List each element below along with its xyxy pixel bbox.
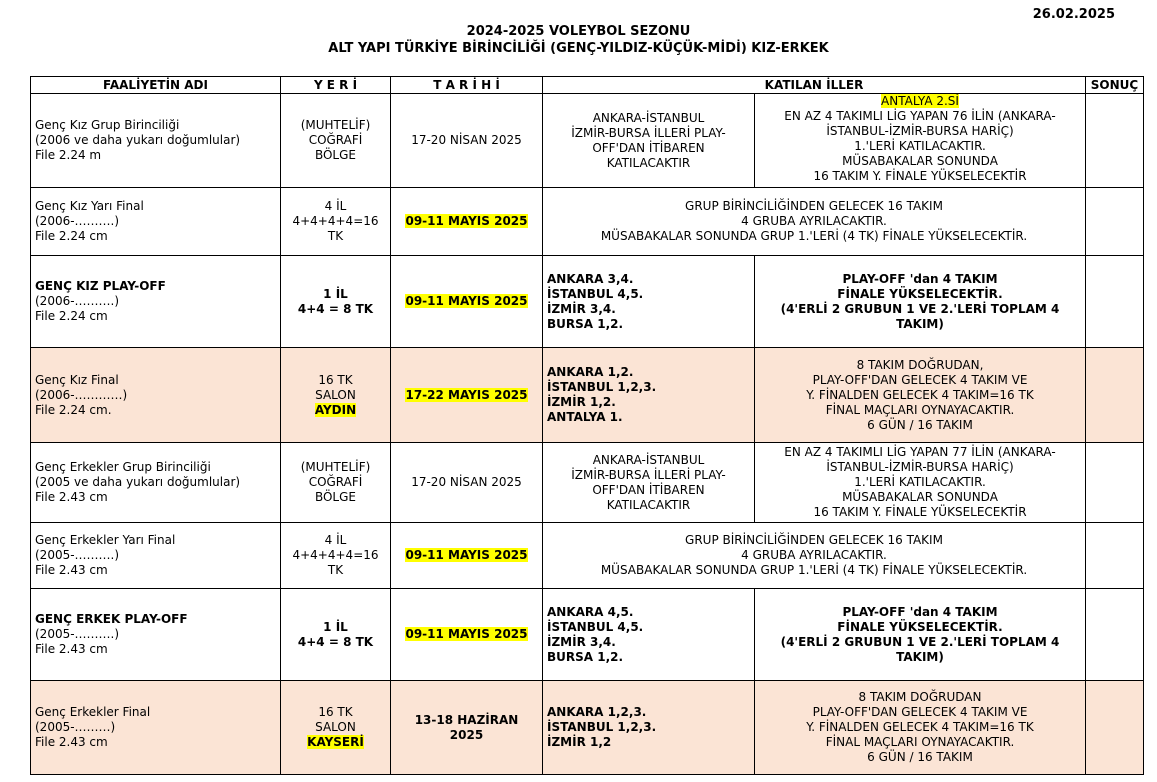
place-cell — [281, 188, 391, 256]
activity-line: Genç Kız Grup Birinciliği — [35, 118, 180, 132]
activity-line: Genç Erkekler Grup Birinciliği — [35, 460, 211, 474]
province-line: MÜSABAKALAR SONUNDA — [842, 154, 998, 168]
result-cell — [1086, 523, 1144, 589]
activity-cell — [31, 523, 281, 589]
provinces-right-cell — [755, 348, 1086, 443]
province-line: İSTANBUL 4,5. — [547, 619, 644, 634]
provinces-left-cell — [543, 348, 755, 443]
result-cell — [1086, 348, 1144, 443]
activity-line: File 2.24 cm — [35, 229, 108, 243]
province-line: İZMİR-BURSA İLLERİ PLAY- — [571, 125, 726, 140]
provinces-left-cell — [543, 681, 755, 775]
province-line: BURSA 1,2. — [547, 649, 624, 664]
province-line: FİNALE YÜKSELECEKTİR. — [837, 619, 1003, 634]
result-cell — [1086, 443, 1144, 523]
provinces-left-cell — [543, 94, 755, 188]
date-highlight: 09-11 MAYIS 2025 — [405, 294, 528, 308]
place-line: 4 İL — [324, 533, 347, 547]
table-row — [31, 589, 1144, 681]
activity-line: GENÇ ERKEK PLAY-OFF — [35, 612, 188, 626]
activity-line: File 2.43 cm — [35, 642, 108, 656]
activity-line: (2006-……….) — [35, 214, 120, 228]
place-line: 4+4+4+4=16 — [292, 214, 379, 228]
province-line: EN AZ 4 TAKIMLI LİG YAPAN 77 İLİN (ANKARA- — [784, 445, 1056, 459]
place-line: (MUHTELİF) — [300, 118, 371, 132]
activity-line: (2006-……….) — [35, 294, 120, 308]
activity-cell — [31, 589, 281, 681]
province-line: TAKIM) — [896, 649, 944, 664]
province-line: KATILACAKTIR — [606, 497, 691, 512]
activity-line: (2005-……….) — [35, 548, 120, 562]
date-highlight: 09-11 MAYIS 2025 — [405, 627, 528, 641]
result-cell — [1086, 256, 1144, 348]
table-row — [31, 94, 1144, 188]
provinces-right-cell — [755, 589, 1086, 681]
date-cell — [391, 589, 543, 681]
activity-cell — [31, 348, 281, 443]
activity-cell — [31, 188, 281, 256]
province-line: İZMİR-BURSA İLLERİ PLAY- — [571, 467, 726, 482]
province-line: PLAY-OFF'DAN GELECEK 4 TAKIM VE — [812, 372, 1028, 387]
province-line: İZMİR 1,2 — [547, 735, 612, 749]
province-line: OFF'DAN İTİBAREN — [592, 140, 705, 155]
province-line: Y. FİNALDEN GELECEK 4 TAKIM=16 TK — [806, 720, 1034, 734]
activity-cell — [31, 94, 281, 188]
province-line: 16 TAKIM Y. FİNALE YÜKSELECEKTİR — [813, 169, 1027, 183]
col-date: T A R İ H İ — [391, 77, 543, 94]
activity-line: (2005-……….) — [35, 627, 120, 641]
province-line: MÜSABAKALAR SONUNDA GRUP 1.'LERİ (4 TK) FİNALE YÜKSELECEKTİR. — [600, 229, 1028, 243]
province-line: 6 GÜN / 16 TAKIM — [867, 417, 973, 432]
date-cell: 17-20 NİSAN 2025 — [391, 443, 543, 523]
result-cell — [1086, 188, 1144, 256]
date-cell — [391, 523, 543, 589]
date-highlight: 09-11 MAYIS 2025 — [405, 214, 528, 228]
province-line: GRUP BİRİNCİLİĞİNDEN GELECEK 16 TAKIM — [685, 533, 943, 547]
place-city: KAYSERİ — [307, 735, 364, 749]
place-line: TK — [327, 563, 344, 577]
province-line: İSTANBUL-İZMİR-BURSA HARİÇ) — [826, 460, 1014, 474]
schedule-table — [30, 76, 1144, 775]
provinces-right-cell — [755, 681, 1086, 775]
province-line: İZMİR 3,4. — [547, 634, 616, 649]
province-line: OFF'DAN İTİBAREN — [592, 482, 705, 497]
province-line: EN AZ 4 TAKIMLI LİG YAPAN 76 İLİN (ANKARA- — [784, 109, 1056, 123]
province-line: İSTANBUL-İZMİR-BURSA HARİÇ) — [826, 124, 1014, 138]
place-line: 1 İL — [323, 286, 348, 301]
place-line: (MUHTELİF) — [300, 460, 371, 474]
province-line: 8 TAKIM DOĞRUDAN — [858, 690, 982, 704]
activity-cell — [31, 256, 281, 348]
activity-cell — [31, 681, 281, 775]
provinces-left-cell — [543, 589, 755, 681]
place-line: 4 İL — [324, 199, 347, 213]
province-line: 6 GÜN / 16 TAKIM — [867, 750, 973, 764]
place-line: SALON — [315, 720, 356, 734]
province-line: ANTALYA 1. — [547, 410, 623, 424]
province-line: ANKARA 1,2. — [547, 365, 634, 379]
date-cell — [391, 348, 543, 443]
province-line: 16 TAKIM Y. FİNALE YÜKSELECEKTİR — [813, 505, 1027, 519]
province-line: 8 TAKIM DOĞRUDAN, — [856, 357, 984, 372]
provinces-merged-cell — [543, 523, 1086, 589]
table-row — [31, 681, 1144, 775]
place-city: AYDIN — [314, 402, 357, 417]
activity-line: File 2.24 cm. — [35, 402, 112, 417]
place-line: 16 TK — [318, 705, 353, 719]
province-line: İZMİR 3,4. — [547, 301, 616, 316]
province-line: (4'ERLİ 2 GRUBUN 1 VE 2.'LERİ TOPLAM 4 — [780, 301, 1060, 316]
place-line: SALON — [315, 387, 356, 402]
activity-line: Genç Kız Yarı Final — [35, 199, 144, 213]
date-cell — [391, 188, 543, 256]
place-line: 4+4 = 8 TK — [297, 301, 374, 316]
province-line: FİNAL MAÇLARI OYNAYACAKTIR. — [825, 402, 1015, 417]
province-line: PLAY-OFF 'dan 4 TAKIM — [842, 604, 998, 619]
activity-line: GENÇ KIZ PLAY-OFF — [35, 279, 166, 293]
place-line: 4+4+4+4=16 — [292, 548, 379, 562]
provinces-left-cell — [543, 443, 755, 523]
activity-line: (2005 ve daha yukarı doğumlular) — [35, 475, 241, 489]
title-line-1: 2024-2025 VOLEYBOL SEZONU — [466, 24, 691, 39]
document-date: 26.02.2025 — [1032, 7, 1115, 22]
province-line: Y. FİNALDEN GELECEK 4 TAKIM=16 TK — [806, 387, 1034, 402]
place-cell — [281, 256, 391, 348]
place-cell — [281, 589, 391, 681]
place-cell — [281, 348, 391, 443]
place-line: BÖLGE — [314, 148, 357, 162]
table-row — [31, 443, 1144, 523]
date-cell — [391, 256, 543, 348]
province-line: İZMİR 1,2. — [547, 395, 616, 409]
table-row — [31, 348, 1144, 443]
activity-line: Genç Kız Final — [35, 372, 119, 387]
activity-line: File 2.24 m — [35, 148, 102, 162]
province-line: İSTANBUL 1,2,3. — [547, 380, 657, 394]
activity-line: Genç Erkekler Final — [35, 705, 151, 719]
provinces-right-cell — [755, 94, 1086, 188]
province-line: 1.'LERİ KATILACAKTIR. — [854, 475, 986, 489]
table-row — [31, 256, 1144, 348]
province-line: İSTANBUL 4,5. — [547, 286, 644, 301]
place-line: COĞRAFİ — [308, 475, 363, 489]
place-line: 1 İL — [323, 619, 348, 634]
activity-line: (2005-………) — [35, 720, 116, 734]
date-cell — [391, 681, 543, 775]
activity-line: File 2.43 cm — [35, 563, 108, 577]
place-line: 4+4 = 8 TK — [297, 634, 374, 649]
activity-line: (2006-…………) — [35, 387, 128, 402]
province-line: FİNAL MAÇLARI OYNAYACAKTIR. — [825, 735, 1015, 749]
table-row — [31, 523, 1144, 589]
provinces-right-cell — [755, 256, 1086, 348]
activity-line: File 2.43 cm — [35, 490, 108, 504]
activity-line: File 2.43 cm — [35, 735, 108, 749]
document-title — [0, 23, 1157, 57]
place-line: 16 TK — [318, 372, 353, 387]
col-result: SONUÇ — [1086, 77, 1144, 94]
province-line: ANKARA 4,5. — [547, 604, 634, 619]
col-place: Y E R İ — [281, 77, 391, 94]
province-line: 1.'LERİ KATILACAKTIR. — [854, 139, 986, 153]
highlight-antalya: ANTALYA 2.Sİ — [881, 94, 959, 108]
table-row — [31, 188, 1144, 256]
col-provinces: KATILAN İLLER — [543, 77, 1086, 94]
date-line: 13-18 HAZİRAN — [414, 712, 519, 727]
place-line: COĞRAFİ — [308, 133, 363, 147]
provinces-right-cell — [755, 443, 1086, 523]
province-line: PLAY-OFF'DAN GELECEK 4 TAKIM VE — [812, 705, 1028, 719]
province-line: ANKARA-İSTANBUL — [592, 452, 705, 467]
header-row — [31, 77, 1144, 94]
title-line-2: ALT YAPI TÜRKİYE BİRİNCİLİĞİ (GENÇ-YILDIZ-KÜÇÜK-MİDİ) KIZ-ERKEK — [328, 41, 829, 56]
place-line: TK — [327, 229, 344, 243]
provinces-merged-cell — [543, 188, 1086, 256]
activity-line: File 2.24 cm — [35, 309, 108, 323]
province-line: ANKARA 1,2,3. — [547, 705, 647, 719]
date-line: 2025 — [449, 727, 484, 742]
province-line: GRUP BİRİNCİLİĞİNDEN GELECEK 16 TAKIM — [685, 199, 943, 213]
province-line: MÜSABAKALAR SONUNDA — [842, 490, 998, 504]
province-line: BURSA 1,2. — [547, 316, 624, 331]
result-cell — [1086, 589, 1144, 681]
place-cell — [281, 94, 391, 188]
province-line: 4 GRUBA AYRILACAKTIR. — [741, 214, 887, 228]
place-line: BÖLGE — [314, 490, 357, 504]
province-line: 4 GRUBA AYRILACAKTIR. — [741, 548, 887, 562]
activity-line: (2006 ve daha yukarı doğumlular) — [35, 133, 241, 147]
result-cell — [1086, 94, 1144, 188]
province-line: PLAY-OFF 'dan 4 TAKIM — [842, 271, 998, 286]
activity-cell — [31, 443, 281, 523]
date-highlight: 17-22 MAYIS 2025 — [405, 387, 528, 402]
result-cell — [1086, 681, 1144, 775]
date-highlight: 09-11 MAYIS 2025 — [405, 548, 528, 562]
province-line: ANKARA 3,4. — [547, 271, 634, 286]
place-cell — [281, 681, 391, 775]
province-line: (4'ERLİ 2 GRUBUN 1 VE 2.'LERİ TOPLAM 4 — [780, 634, 1060, 649]
province-line: TAKIM) — [896, 316, 944, 331]
place-cell — [281, 443, 391, 523]
date-cell: 17-20 NİSAN 2025 — [391, 94, 543, 188]
col-activity: FAALİYETİN ADI — [31, 77, 281, 94]
province-line: ANKARA-İSTANBUL — [592, 110, 705, 125]
province-line: İSTANBUL 1,2,3. — [547, 720, 657, 734]
province-line: KATILACAKTIR — [606, 155, 691, 170]
provinces-left-cell — [543, 256, 755, 348]
province-line: FİNALE YÜKSELECEKTİR. — [837, 286, 1003, 301]
place-cell — [281, 523, 391, 589]
province-line: MÜSABAKALAR SONUNDA GRUP 1.'LERİ (4 TK) FİNALE YÜKSELECEKTİR. — [600, 563, 1028, 577]
activity-line: Genç Erkekler Yarı Final — [35, 533, 176, 547]
